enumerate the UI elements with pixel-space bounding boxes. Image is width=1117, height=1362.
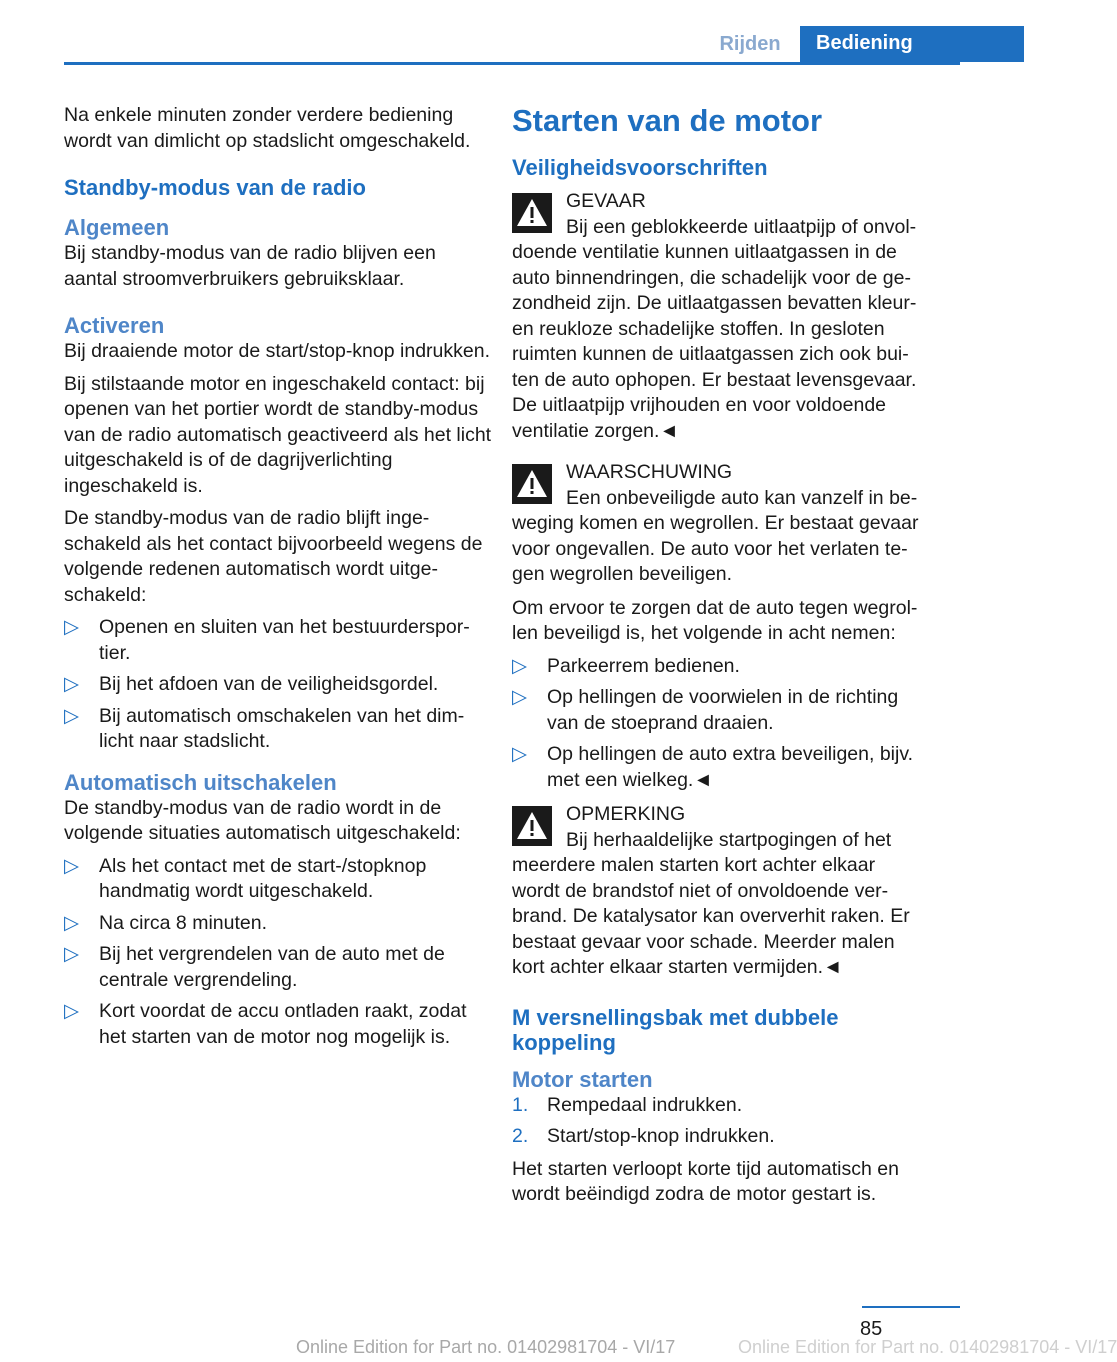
note-title: OPMERKING	[566, 803, 686, 825]
edition-text: Online Edition for Part no. 01402981704 - VI/17	[296, 1337, 676, 1357]
list-item: ▷ Na circa 8 minuten.	[64, 911, 492, 937]
triangle-bullet-icon: ▷	[512, 654, 527, 677]
triangle-bullet-icon: ▷	[64, 673, 79, 695]
heading-activeren: Activeren	[64, 313, 165, 338]
footer-rule	[862, 1306, 960, 1308]
list-item: ▷ Openen en sluiten van het bestuurdersportier.	[64, 616, 470, 664]
start-steps-list	[512, 1093, 926, 1150]
note-text: Bij herhaaldelijke startpogingen of het meerdere malen starten kort achter elkaar wordt de brandstof niet of onvoldoende verbrand. De katalysator kan oververhit raken. Er bestaat gevaar voor schade. Meerder malen kort achter elkaar starten vermijden.◄	[512, 828, 910, 978]
warning-waarschuwing	[512, 460, 926, 588]
warning-text: Een onbeveiligde auto kan vanzelf in beweging komen en wegrollen. Er bestaat gevaar voor ongevallen. De auto voor het verlaten tegen wegrollen beveiligen.	[512, 486, 919, 585]
heading-algemeen: Algemeen	[64, 215, 170, 240]
list-item: ▷ Bij het vergrendelen van de auto met de centrale vergrendeling.	[64, 943, 445, 991]
heading-automatisch: Automatisch uitschakelen	[64, 769, 337, 795]
warning-triangle-icon	[512, 193, 552, 233]
left-column	[64, 103, 492, 1057]
triangle-bullet-icon: ▷	[64, 854, 79, 877]
triangle-bullet-icon: ▷	[64, 911, 79, 934]
final-paragraph: Het starten verloopt korte tijd automatisch en wordt beëindigd zodra de motor gestart is.	[512, 1157, 899, 1205]
auto-off-list	[64, 854, 492, 1051]
triangle-bullet-icon: ▷	[512, 743, 527, 765]
triangle-bullet-icon: ▷	[64, 943, 79, 965]
step-number: 1.	[512, 1093, 529, 1116]
heading-starten: Starten van de motor	[512, 103, 823, 138]
heading-m-versnellingsbak: M versnellingsbak met dubbele koppeling	[512, 1004, 839, 1055]
watermark: Online Edition for Part no. 01402981704 - VI/17	[738, 1337, 1117, 1357]
triangle-bullet-icon: ▷	[512, 686, 527, 708]
warning-triangle-icon	[512, 806, 552, 846]
activeren-paragraph-2: Bij stilstaande motor en ingeschakeld contact: bij openen van het portier wordt de standby-modus van de radio automatisch geactiveerd als het licht uitgeschakeld is of de dagrijverlichting ingeschakeld is.	[64, 372, 492, 497]
right-column	[512, 103, 926, 1215]
list-item: ▷ Bij automatisch omschakelen van het dimlicht naar stadslicht.	[64, 704, 465, 752]
triangle-bullet-icon: ▷	[64, 616, 79, 638]
note-opmerking	[512, 802, 926, 981]
warning-text: Bij een geblokkeerde uitlaatpijp of onvoldoende ventilatie kunnen uitlaatgassen in de auto binnendringen, die schadelijk voor de gezondheid zijn. De uitlaatgassen bevatten kleur- en reukloze schadelijke stoffen. In gesloten ruimten kunnen de uitlaatgassen zich ook buiten de auto ophopen. Er bestaat levensgevaar. De uitlaatpijp vrijhouden en voor voldoende ventilatie zorgen.◄	[512, 215, 917, 442]
list-item: 1. Rempedaal indrukken.	[512, 1093, 926, 1119]
warning-title: GEVAAR	[566, 190, 646, 212]
intro-paragraph: Na enkele minuten zonder verdere bediening wordt van dimlicht op stadslicht omgeschakeld.	[64, 104, 471, 152]
tab-rijden[interactable]: Rijden	[719, 33, 781, 55]
standby-reasons-list	[64, 615, 492, 755]
rolaway-list	[512, 654, 926, 794]
heading-motor-starten: Motor starten	[512, 1066, 653, 1092]
rolaway-paragraph: Om ervoor te zorgen dat de auto tegen wegrollen beveiligd is, het volgende in acht nemen:	[512, 596, 918, 644]
list-item: ▷ Op hellingen de auto extra beveiligen, bijv. met een wielkeg.◄	[512, 743, 914, 791]
triangle-bullet-icon: ▷	[64, 1000, 79, 1022]
list-item: ▷ Op hellingen de voorwielen in de richting van de stoeprand draaien.	[512, 686, 899, 734]
heading-standby: Standby-modus van de radio	[64, 175, 366, 200]
list-item: 2. Start/stop-knop indrukken.	[512, 1124, 926, 1150]
list-item: ▷ Kort voordat de accu ontladen raakt, zodat het starten van de motor nog mogelijk is.	[64, 1000, 467, 1048]
activeren-paragraph-3: De standby-modus van de radio blijft ingeschakeld als het contact bijvoorbeeld wegens de volgende redenen automatisch wordt uitgeschakeld:	[64, 507, 483, 606]
list-item: ▷ Bij het afdoen van de veiligheidsgordel.	[64, 672, 492, 698]
automatisch-paragraph: De standby-modus van de radio wordt in de volgende situaties automatisch uitgeschakeld:	[64, 796, 461, 844]
page-header	[64, 26, 960, 65]
algemeen-paragraph: Bij standby-modus van de radio blijven een aantal stroomverbruikers gebruiksklaar.	[64, 242, 436, 290]
step-number: 2.	[512, 1125, 529, 1147]
list-item: ▷ Als het contact met de start-/stopknop handmatig wordt uitgeschakeld.	[64, 854, 427, 902]
tab-bediening[interactable]: Bediening	[800, 26, 1024, 62]
heading-veiligheid: Veiligheidsvoorschriften	[512, 155, 768, 180]
warning-gevaar	[512, 189, 926, 444]
warning-triangle-icon	[512, 464, 552, 504]
activeren-paragraph-1: Bij draaiende motor de start/stop-knop indrukken.	[64, 340, 490, 362]
page-number: 85	[860, 1318, 883, 1340]
triangle-bullet-icon: ▷	[64, 704, 79, 727]
list-item: ▷ Parkeerrem bedienen.	[512, 654, 926, 680]
warning-title: WAARSCHUWING	[566, 461, 733, 483]
